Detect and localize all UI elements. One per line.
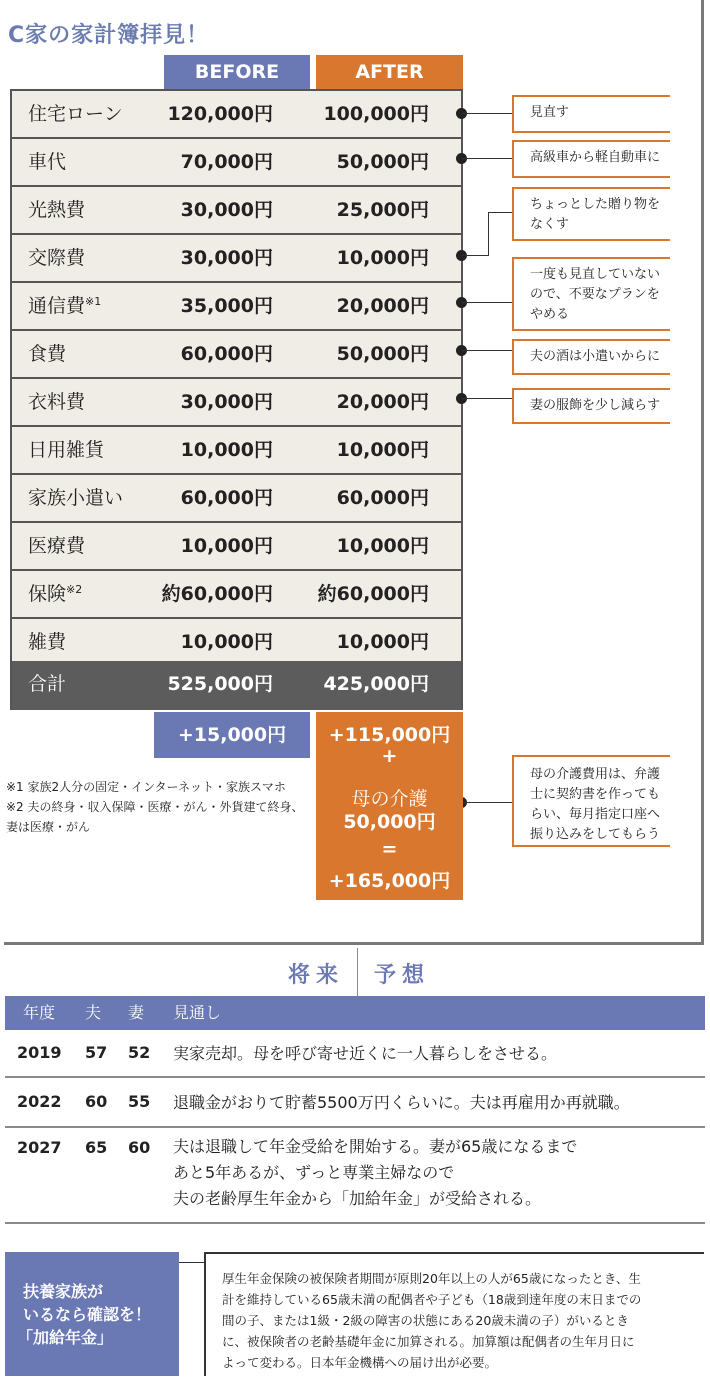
outlook-text: 夫は退職して年金受給を開始する。妻が65歳になるまで bbox=[173, 1137, 578, 1156]
wife-age: 52 bbox=[128, 1043, 151, 1062]
before-value: 60,000円 bbox=[180, 343, 273, 365]
before-value: 30,000円 bbox=[180, 247, 273, 269]
after-value: 100,000円 bbox=[323, 103, 429, 125]
wife-age: 60 bbox=[128, 1138, 151, 1157]
before-value: 10,000円 bbox=[180, 535, 273, 557]
header-outlook: 見通し bbox=[173, 1003, 222, 1022]
note-text: らい、毎月指定口座へ bbox=[530, 807, 661, 822]
connector-line bbox=[462, 398, 512, 399]
table-row bbox=[12, 379, 461, 427]
row-label: 衣料費 bbox=[28, 391, 86, 413]
after-difference bbox=[316, 712, 463, 900]
note-box bbox=[512, 187, 670, 241]
note-box bbox=[512, 257, 670, 331]
note-box bbox=[512, 140, 670, 178]
header-husband: 夫 bbox=[85, 1003, 102, 1022]
row-label: 交際費 bbox=[28, 247, 86, 269]
row-label: 住宅ローン bbox=[28, 103, 123, 125]
header-wife: 妻 bbox=[128, 1003, 145, 1022]
diff-text: 母の介護 bbox=[351, 788, 428, 810]
note-text: ちょっとした贈り物を bbox=[530, 197, 661, 212]
outlook-text: 実家売却。母を呼び寄せ近くに一人暮らしをさせる。 bbox=[173, 1044, 558, 1063]
after-value: 約60,000円 bbox=[317, 583, 429, 605]
table-row bbox=[12, 571, 461, 619]
forecast-header bbox=[5, 996, 705, 1030]
connector-line bbox=[488, 212, 489, 256]
row-label: 車代 bbox=[28, 151, 67, 173]
note-text: 見直す bbox=[530, 105, 570, 120]
footnote: ※1 家族2人分の固定・インターネット・家族スマホ bbox=[6, 780, 286, 794]
before-value: 10,000円 bbox=[180, 439, 273, 461]
budget-table bbox=[10, 89, 463, 710]
total-after: 425,000円 bbox=[323, 673, 429, 695]
plus-sign: + bbox=[381, 745, 398, 767]
note-text: 妻の服飾を少し減らす bbox=[530, 398, 661, 413]
note-text: 母の介護費用は、弁護 bbox=[530, 767, 661, 782]
husband-age: 60 bbox=[85, 1092, 108, 1111]
note-text: なくす bbox=[530, 217, 570, 232]
explanation-line: 計を維持している65歳未満の配偶者や子ども（18歳到達年度の末日までの bbox=[222, 1292, 642, 1307]
table-row bbox=[12, 427, 461, 475]
info-title-line: 扶養家族が bbox=[23, 1282, 104, 1301]
before-value: 約60,000円 bbox=[161, 583, 273, 605]
row-label: 雑費 bbox=[28, 631, 67, 653]
footnote: ※2 夫の終身・収入保障・医療・がん・外貨建て終身、 bbox=[6, 800, 304, 814]
after-value: 50,000円 bbox=[336, 343, 429, 365]
husband-age: 65 bbox=[85, 1138, 108, 1157]
after-header: AFTER bbox=[316, 55, 463, 89]
outlook-text: 退職金がおりて貯蓄5500万円くらいに。夫は再雇用か再就職。 bbox=[173, 1093, 630, 1112]
after-value: 10,000円 bbox=[336, 247, 429, 269]
equals-sign: = bbox=[381, 838, 398, 860]
table-row bbox=[12, 187, 461, 235]
care-note-box bbox=[512, 755, 670, 847]
husband-age: 57 bbox=[85, 1043, 108, 1062]
section-title-right: 予想 bbox=[374, 963, 431, 988]
footnote: 妻は医療・がん bbox=[6, 820, 91, 834]
info-explanation bbox=[204, 1252, 704, 1376]
note-box bbox=[512, 388, 670, 424]
before-header: BEFORE bbox=[164, 55, 310, 89]
table-row bbox=[12, 331, 461, 379]
year-cell: 2027 bbox=[17, 1138, 62, 1157]
row-label: 医療費 bbox=[28, 535, 86, 557]
table-row bbox=[12, 91, 461, 139]
after-value: 25,000円 bbox=[336, 199, 429, 221]
forecast-row bbox=[5, 1030, 705, 1078]
table-row bbox=[12, 523, 461, 571]
info-title-line: いるなら確認を！ bbox=[23, 1305, 152, 1324]
note-text: 士に契約書を作っても bbox=[530, 787, 661, 802]
diff-text: +115,000円 bbox=[328, 724, 451, 746]
page-title: C家の家計簿拝見！ bbox=[8, 23, 210, 48]
title-divider bbox=[357, 948, 358, 996]
explanation-line: に、被保険者の老齢基礎年金に加算される。加算額は配偶者の生年月日に bbox=[222, 1334, 635, 1349]
before-value: 60,000円 bbox=[180, 487, 273, 509]
after-value: 20,000円 bbox=[336, 295, 429, 317]
after-value: 10,000円 bbox=[336, 535, 429, 557]
outlook-text: あと5年あるが、ずっと専業主婦なので bbox=[173, 1163, 455, 1182]
before-difference: +15,000円 bbox=[154, 712, 310, 758]
row-label: 保険$^{※2}$ bbox=[28, 583, 83, 605]
connector-line bbox=[462, 255, 488, 256]
total-row bbox=[12, 661, 461, 710]
row-label: 日用雑貨 bbox=[28, 439, 105, 461]
note-text: 一度も見直していない bbox=[530, 267, 661, 282]
note-box bbox=[512, 95, 670, 133]
info-title-box bbox=[5, 1252, 179, 1376]
explanation-line: 厚生年金保険の被保険者期間が原則20年以上の人が65歳になったとき、生 bbox=[222, 1271, 641, 1286]
forecast-row bbox=[5, 1128, 705, 1224]
note-text: やめる bbox=[530, 307, 570, 322]
table-row bbox=[12, 283, 461, 331]
before-value: 35,000円 bbox=[180, 295, 273, 317]
note-box bbox=[512, 339, 670, 375]
row-label: 家族小遣い bbox=[28, 487, 124, 509]
table-row bbox=[12, 475, 461, 523]
note-text: 振り込みをしてもらう bbox=[530, 827, 661, 842]
wife-age: 55 bbox=[128, 1092, 151, 1111]
table-row bbox=[12, 235, 461, 283]
row-label: 食費 bbox=[28, 343, 67, 365]
after-value: 10,000円 bbox=[336, 631, 429, 653]
total-label: 合計 bbox=[28, 673, 67, 695]
before-value: 30,000円 bbox=[180, 391, 273, 413]
before-value: 70,000円 bbox=[180, 151, 273, 173]
note-text: 高級車から軽自動車に bbox=[530, 150, 661, 165]
explanation-line: 間の子、または1級・2級の障害の状態にある20歳未満の子）がいるとき bbox=[222, 1313, 629, 1328]
after-value: 20,000円 bbox=[336, 391, 429, 413]
year-cell: 2022 bbox=[17, 1092, 62, 1111]
outlook-text: 夫の老齢厚生年金から「加給年金」が受給される。 bbox=[173, 1189, 542, 1208]
section-title-left: 将来 bbox=[288, 963, 345, 988]
row-label: 通信費$^{※1}$ bbox=[28, 295, 102, 317]
connector-line bbox=[462, 802, 512, 803]
connector-line bbox=[488, 212, 512, 213]
info-connector bbox=[179, 1262, 204, 1263]
table-row bbox=[12, 619, 461, 667]
info-title-line: 「加給年金」 bbox=[17, 1328, 114, 1347]
before-value: 10,000円 bbox=[180, 631, 273, 653]
connector-line bbox=[462, 350, 512, 351]
diff-text: 50,000円 bbox=[343, 811, 436, 833]
before-value: 30,000円 bbox=[180, 199, 273, 221]
note-text: ので、不要なプランを bbox=[530, 287, 660, 302]
connector-line bbox=[462, 113, 512, 114]
year-cell: 2019 bbox=[17, 1043, 62, 1062]
before-value: 120,000円 bbox=[167, 103, 273, 125]
after-value: 60,000円 bbox=[336, 487, 429, 509]
explanation-line: よって変わる。日本年金機構への届け出が必要。 bbox=[222, 1355, 498, 1370]
after-value: 50,000円 bbox=[336, 151, 429, 173]
total-before: 525,000円 bbox=[167, 673, 273, 695]
header-year: 年度 bbox=[23, 1003, 56, 1022]
table-row bbox=[12, 139, 461, 187]
connector-line bbox=[462, 158, 512, 159]
forecast-row bbox=[5, 1078, 705, 1128]
diff-text: +165,000円 bbox=[328, 870, 451, 892]
connector-line bbox=[462, 302, 512, 303]
after-value: 10,000円 bbox=[336, 439, 429, 461]
note-text: 夫の酒は小遣いからに bbox=[530, 349, 661, 364]
row-label: 光熱費 bbox=[28, 199, 86, 221]
